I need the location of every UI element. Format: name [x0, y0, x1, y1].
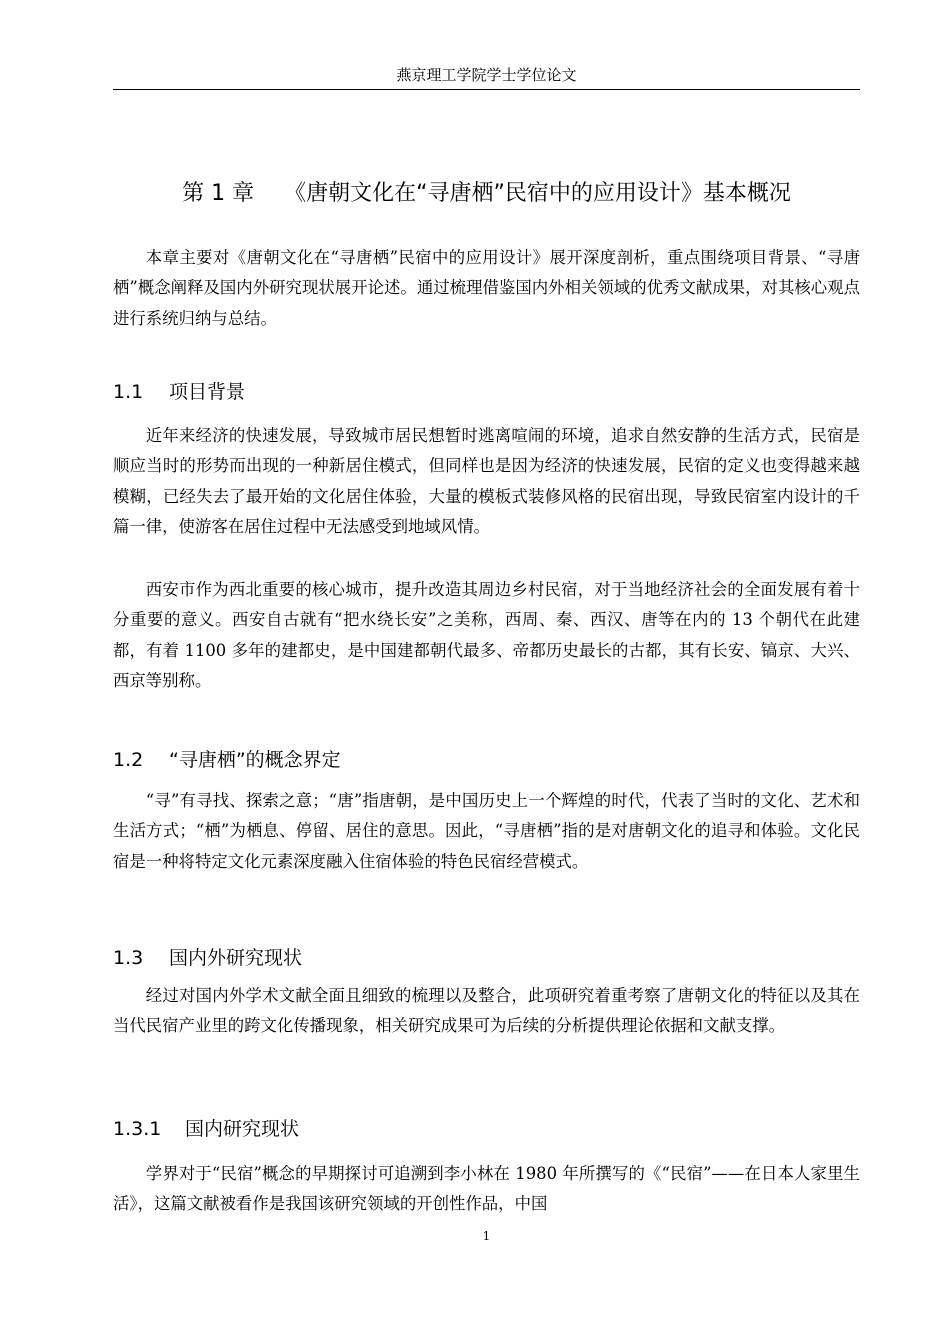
chapter-title-text: 《唐朝文化在“寻唐栖”民宿中的应用设计》基本概况: [284, 181, 791, 206]
section-1-2-paragraph-1: “寻”有寻找、探索之意；“唐”指唐朝，是中国历史上一个辉煌的时代，代表了当时的文化、艺术和生活方式；“栖”为栖息、停留、居住的意思。因此，“寻唐栖”指的是对唐朝文化的追寻和体验。文化民宿是一种将特定文化元素深度融入住宿体验的特色民宿经营模式。: [113, 791, 860, 871]
section-title: 项目背景: [169, 381, 246, 403]
section-title: “寻唐栖”的概念界定: [169, 749, 341, 771]
section-heading-1-1: [113, 378, 860, 406]
chapter-number: 第 1 章: [182, 181, 255, 206]
section-title: 国内研究现状: [185, 1118, 300, 1140]
header-rule: [113, 89, 860, 90]
section-1-1-paragraph-1: 近年来经济的快速发展，导致城市居民想暂时逃离喧闹的环境，追求自然安静的生活方式，民宿是顺应当时的形势而出现的一种新居住模式，但同样也是因为经济的快速发展，民宿的定义也变得越来越模糊，已经失去了最开始的文化居住体验，大量的模板式装修风格的民宿出现，导致民宿室内设计的千篇一律，使游客在居住过程中无法感受到地域风情。: [113, 426, 860, 537]
page-number: 1: [482, 1229, 491, 1243]
section-1-3-paragraph-1: 经过对国内外学术文献全面且细致的梳理以及整合，此项研究着重考察了唐朝文化的特征以及其在当代民宿产业里的跨文化传播现象，相关研究成果可为后续的分析提供理论依据和文献支撑。: [113, 986, 860, 1036]
intro-paragraph: 本章主要对《唐朝文化在“寻唐栖”民宿中的应用设计》展开深度剖析，重点围绕项目背景、“寻唐栖”概念阐释及国内外研究现状展开论述。通过梳理借鉴国内外相关领域的优秀文献成果，对其核心观点进行系统归纳与总结。: [113, 248, 860, 328]
section-1-1-paragraph-2: 西安市作为西北重要的核心城市，提升改造其周边乡村民宿，对于当地经济社会的全面发展有着十分重要的意义。西安自古就有“把水绕长安”之美称，西周、秦、西汉、唐等在内的 13 个朝代在此建都，有着 1100 多年的建都史，是中国建都朝代最多、帝都历史最长的古都，其有长安、镐京、大兴、西京等别称。: [113, 580, 860, 691]
section-number: 1.1: [113, 381, 144, 403]
section-1-3-1-paragraph-1: 学界对于“民宿”概念的早期探讨可追溯到李小林在 1980 年所撰写的《“民宿”——在日本人家里生活》，这篇文献被看作是我国该研究领域的开创性作品，中国: [113, 1164, 860, 1214]
page-header-title: 燕京理工学院学士学位论文: [396, 66, 577, 84]
chapter-title: [113, 178, 860, 210]
section-number: 1.3.1: [113, 1118, 162, 1140]
section-title: 国内外研究现状: [169, 947, 303, 969]
section-number: 1.3: [113, 947, 144, 969]
section-heading-1-3: [113, 944, 860, 972]
section-number: 1.2: [113, 749, 144, 771]
section-heading-1-3-1: [113, 1115, 860, 1143]
section-heading-1-2: [113, 746, 860, 774]
